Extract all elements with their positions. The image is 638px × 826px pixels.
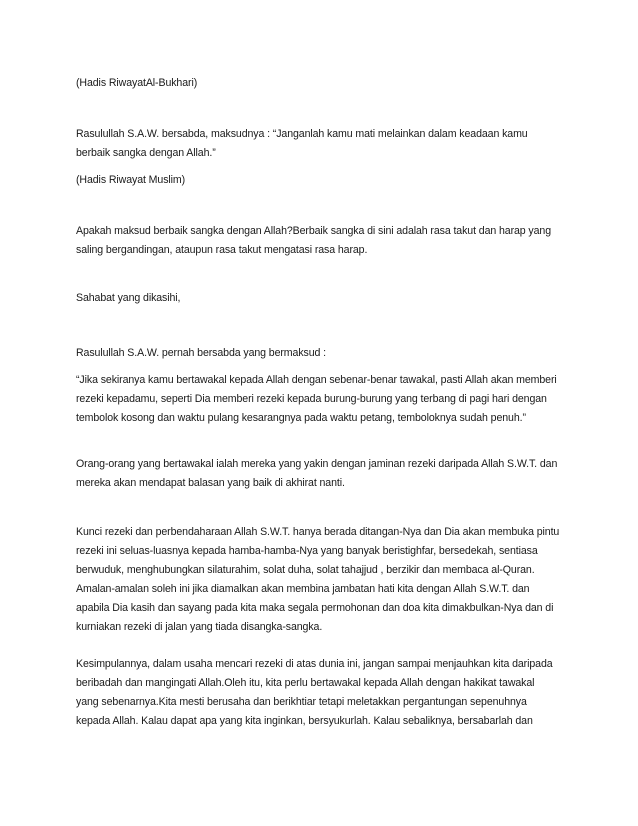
paragraph-kunci-rezeki bbox=[76, 523, 576, 637]
salutation bbox=[76, 289, 576, 308]
text-line: “Jika sekiranya kamu bertawakal kepada Allah dengan sebenar-benar tawakal, pasti Allah akan memberi bbox=[76, 374, 557, 386]
text-line: saling bergandingan, ataupun rasa takut mengatasi rasa harap. bbox=[76, 244, 368, 256]
citation-bukhari bbox=[76, 74, 576, 93]
paragraph-maksud-berbaik-sangka bbox=[76, 222, 576, 260]
paragraph-orang-bertawakal bbox=[76, 455, 576, 493]
text-line: Kunci rezeki dan perbendaharaan Allah S.W.T. hanya berada ditangan-Nya dan Dia akan membuka pintu bbox=[76, 526, 560, 538]
text-line: Rasulullah S.A.W. pernah bersabda yang bermaksud : bbox=[76, 347, 326, 359]
text-line: tembolok kosong dan waktu pulang kesarangnya pada waktu petang, temboloknya sudah penuh.” bbox=[76, 412, 526, 424]
paragraph-hadith-intro bbox=[76, 344, 576, 363]
text-line: Kesimpulannya, dalam usaha mencari rezeki di atas dunia ini, jangan sampai menjauhkan kita daripada bbox=[76, 658, 553, 670]
citation-muslim bbox=[76, 171, 576, 190]
text-line: Rasulullah S.A.W. bersabda, maksudnya : “Janganlah kamu mati melainkan dalam keadaan kamu bbox=[76, 128, 528, 140]
text-line: rezeki kepadamu, seperti Dia memberi rezeki kepada burung-burung yang terbang di pagi hari dengan bbox=[76, 393, 547, 405]
text-line: (Hadis RiwayatAl-Bukhari) bbox=[76, 77, 198, 89]
text-line: kurniakan rezeki di jalan yang tiada disangka-sangka. bbox=[76, 621, 323, 633]
text-line: Sahabat yang dikasihi, bbox=[76, 292, 181, 304]
text-line: mereka akan mendapat balasan yang baik di akhirat nanti. bbox=[76, 477, 345, 489]
text-line: apabila Dia kasih dan sayang pada kita maka segala permohonan dan doa kita dimakbulkan-Nya dan di bbox=[76, 602, 554, 614]
text-line: beribadah dan mangingati Allah.Oleh itu, kita perlu bertawakal kepada Allah dengan hakikat tawakal bbox=[76, 677, 535, 689]
text-line: Orang-orang yang bertawakal ialah mereka yang yakin dengan jaminan rezeki daripada Allah S.W.T. dan bbox=[76, 458, 558, 470]
text-line: kepada Allah. Kalau dapat apa yang kita inginkan, bersyukurlah. Kalau sebaliknya, bersabarlah dan bbox=[76, 715, 533, 727]
text-line: Apakah maksud berbaik sangka dengan Allah?Berbaik sangka di sini adalah rasa takut dan harap yang bbox=[76, 225, 552, 237]
text-line: (Hadis Riwayat Muslim) bbox=[76, 174, 186, 186]
text-line: yang sebenarnya.Kita mesti berusaha dan berikhtiar tetapi meletakkan pergantungan sepenuhnya bbox=[76, 696, 527, 708]
paragraph-kesimpulan bbox=[76, 655, 576, 731]
text-line: rezeki ini seluas-luasnya kepada hamba-hamba-Nya yang banyak beristighfar, bersedekah, sentiasa bbox=[76, 545, 538, 557]
quote-tawakal bbox=[76, 371, 576, 428]
paragraph-hadith-prasangka bbox=[76, 125, 576, 163]
text-line: berwuduk, menghubungkan silaturahim, solat duha, solat tahajjud , berzikir dan membaca al-Quran. bbox=[76, 564, 535, 576]
text-line: Amalan-amalan soleh ini jika diamalkan akan membina jambatan hati kita dengan Allah S.W.T. dan bbox=[76, 583, 530, 595]
text-line: berbaik sangka dengan Allah.” bbox=[76, 147, 216, 159]
